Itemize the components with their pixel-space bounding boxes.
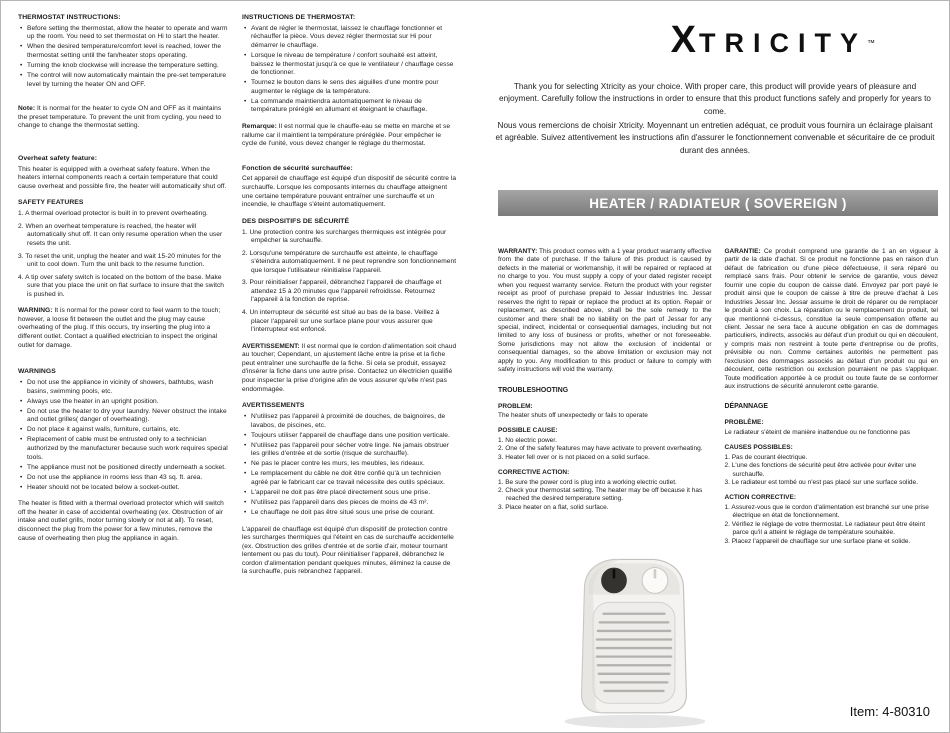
item-number: Item: 4-80310 — [849, 704, 930, 719]
logo-wordmark: TRICITY — [699, 28, 867, 58]
cause-item: 3. Le radiateur est tombé ou n'est pas placé sur une surface solide. — [724, 479, 918, 487]
warning-label-fr: AVERTISSEMENT: — [242, 342, 300, 350]
bullet-item: • Ne pas le placer contre les murs, les meubles, les rideaux. — [251, 460, 457, 469]
troubleshooting-title: TROUBLESHOOTING — [498, 386, 569, 394]
xtricity-logo — [671, 19, 875, 62]
bullet-item: • Le remplacement du câble ne doit être confié qu'à un technicien agréé par le fabricant car ce travail nécessite des outils spéciaux. — [251, 470, 457, 487]
warranty-column-french — [725, 248, 939, 546]
note-label: Note: — [18, 105, 36, 113]
thermal-protector-paragraph: The heater is fitted with a thermal overload protector which will switch off the heater in case of accidental overheating (ex. Obstruction of air intake and outlet grills, motor turning slowly or not at all). To reset, disconnect the plug from the power for a few minutes, remove the cause of overheating then plug the appliance in again. — [18, 500, 224, 542]
numbered-item: 1. A thermal overload protector is built in to prevent overheating. — [18, 210, 208, 218]
warning-text: It is normal for the power cord to feel warm to the touch; however, a loose fit between the outlet and the plug may cause overheating of the plug. If this occurs, try inserting the plug into a different outlet. Contact a qualified electrician to inspect the original outlet for damage. — [18, 307, 221, 349]
bullet-item: • The control will now automatically maintain the pre-set temperature level by turning the heater ON and OFF. — [27, 72, 229, 89]
bullet-item: • N'utilisez pas l'appareil pour sécher votre linge. Ne jamais obstruer les grilles d'entrée et de sortie (risque de surchauffe). — [251, 442, 457, 459]
right-panel — [489, 1, 941, 733]
warranty-paragraph — [498, 248, 712, 375]
note-text: It is normal for the heater to cycle ON and OFF as it maintains the preset temperature. To prevent the unit from cycling, you need to change to change the thermostat setting. — [18, 105, 222, 130]
safety-features-section-fr — [242, 218, 457, 394]
garantie-text: Ce produit comprend une garantie de 1 an en vigueur à partir de la date d'achat. Si ce produit ne fonctionne pas en raison d'un défaut de fabrication ou d'une pièce défectueuse, il sera réparé ou remplacé sans frais. Pour obtenir le service de garantie, vous devez fournir une copie du coupon de caisse daté. Envoyez par port payé le produit ainsi que le coupon de caisse à titre de preuve d'achat à Les Industries Jessar Inc. Jessar assume le droit de réparer ou de remplacer le produit à son choix. La réparation ou le remplacement du produit, tel que mentionné ci-dessus, constitue la seule compensation offerte au client. Jessar ne sera face à aucune obligation en cas de dommages particuliers, indirects, associés au défaut d'un produit ou qui en découlent, y compris mais non restreint à toute perte d'entreprise ou de profits, prévisible ou non. Comme certaines autorités ne permettent pas l'exclusion des dommages associés au défaut d'un produit ou qui en découlent, cette restriction ou exclusion pourraient ne pas s'appliquer. Toute modification apportée à ce produit ou toute faute de se conformer aux instructions de sécurité annuleront cette garantie. — [724, 248, 938, 390]
bullet-item: • Le chauffage ne doit pas être situé sous une prise de courant. — [251, 509, 457, 518]
bullet-item: • Do not use the heater to dry your laundry. Never obstruct the intake and outlet grilles( danger of overheating). — [27, 408, 229, 425]
probleme-text: Le radiateur s'éteint de manière inattendue ou ne fonctionne pas — [724, 428, 911, 436]
note-text-fr: Il est normal que le chauffe-eau se mette en marche et se rallume car il maintient la température préréglée. Pour empêcher le cycle de l'unité, vous devez changer le réglage du thermostat. — [242, 122, 451, 148]
depannage-title: DÉPANNAGE — [724, 403, 769, 411]
intro-paragraph-english: Thank you for selecting Xtricity as your choice. With proper care, this product will provide years of pleasure and enjoyment. Carefully follow the instructions in order to ensure that this product functions safely and properly for years to come. — [499, 82, 931, 116]
bullet-item: • La commande maintiendra automatiquement le niveau de température préréglé en allumant et éteignant le chauffage. — [251, 98, 457, 115]
cause-item: 2. L'une des fonctions de sécurité peut être activée pour éviter une surchauffe. — [724, 462, 917, 478]
causes-possibles-label: CAUSES POSSIBLES: — [724, 444, 793, 452]
warnings-section — [18, 368, 229, 543]
action-item: 3. Place heater on a flat, solid surface. — [498, 503, 609, 511]
numbered-item: 3. Pour réinitialiser l'appareil, débranchez l'appareil de chauffage et attendez 15 à 20 minutes que l'appareil refroidisse. Retournez l'appareil à la fonction de reprise. — [242, 279, 442, 304]
thermostat-instructions-title: THERMOSTAT INSTRUCTIONS: — [18, 14, 121, 21]
possible-cause-list — [498, 437, 712, 462]
bullet-item: • N'utilisez pas l'appareil à proximité de douches, de baignoires, de lavabos, de piscines, etc. — [251, 413, 457, 430]
warning-text-fr: Il est normal que le cordon d'alimentation soit chaud au toucher; Cependant, un ajustement lâche entre la prise et la fiche peut entraîner une surchauffe de la fiche. Si cela se produit, essayez d'insérer la fiche dans une autre prise. Contactez un électricien qualifié pour inspecter la prise d'origine afin de vous assurer qu'elle n'est pas endommagée. — [242, 342, 457, 393]
numbered-item: 2. Lorsqu'une température de surchauffe est atteinte, le chauffage s'éteindra automatiquement. Il ne peut reprendre son fonctionnement que lorsque l'utilisateur réinitialise l'appareil. — [242, 249, 457, 274]
thermal-protector-paragraph-fr: L'appareil de chauffage est équipé d'un dispositif de protection contre les surcharges thermiques qui l'éteint en cas de surchauffe accidentelle (ex. Obstruction des grilles d'entrée et de sortie d'air, moteur tournant lentement ou pas du tout). Pour réinitialiser l'appareil, débranchez le cordon d'alimentation pendant quelques minutes, éliminez la cause de la surchauffe, puis rebranchez l'appareil. — [242, 525, 454, 576]
warnings-title-fr: AVERTISSEMENTS — [242, 402, 305, 410]
logo-letter-x: X — [670, 19, 699, 61]
overheat-feature-section-fr — [242, 165, 457, 210]
numbered-item: 4. A tip over safety switch is located on the bottom of the base. Make sure that you place the unit on flat surface to insure that the switch is pushed in. — [18, 273, 225, 298]
warranty-label: WARRANTY: — [498, 248, 538, 255]
thermostat-instructions-section — [18, 14, 229, 131]
warranty-text: This product comes with a 1 year product warranty effective from the date of purchase. If the failure of this product is caused by defects in the material or workmanship, it will be repaired or replaced at no charge to you. You must supply a copy of your dated register receipt when you request warranty service. Return the product with your register receipt as proof of purchase prepaid to Jessar Industries Inc. Jessar reserves the right to repair or replace the product at its option. Repair or replacement, as described above, shall be the sole remedy to the customer and there shall be no liability on the part of Jessar for any special, indirect, incidental or consequential damages, including but not limited to any loss of business or profits, whether or not foreseeable. Some jurisdictions may not allow the exclusion of incidental or consequential damages, so the above limitation or exclusion may not apply to you. Any modification to this product or failure to comply with safety instructions will void the warranty. — [498, 248, 712, 374]
thermostat-instructions-title-fr: INSTRUCTIONS DE THERMOSTAT: — [242, 14, 356, 21]
bullet-item: • Do not use the appliance in rooms less than 43 sq. ft. area. — [27, 474, 229, 483]
bullet-item: • Avant de régler le thermostat, laissez le chauffage fonctionner et réchauffer la pièce. Vous devez régler thermostat sur Hi pour démarrer le chauffage. — [251, 25, 457, 51]
action-corrective-list — [725, 504, 939, 546]
action-corrective-label: ACTION CORRECTIVE: — [724, 494, 796, 502]
garantie-paragraph — [725, 248, 939, 391]
note-paragraph-fr — [242, 123, 457, 149]
safety-features-title: SAFETY FEATURES — [18, 199, 84, 207]
warnings-title: WARNINGS — [18, 368, 56, 376]
note-label-fr: Remarque: — [242, 122, 277, 130]
action-item: 2. Check your thermostat setting. The heater may be off because it has reached the desired temperature setting. — [498, 487, 703, 503]
bullet-item: • When the desired temperature/comfort level is reached, lower the thermostat setting until the fan/heater stops operating. — [27, 43, 229, 60]
overheat-feature-title-fr: Fonction de sécurité surchauffée: — [242, 164, 353, 172]
safety-features-list — [18, 210, 229, 299]
bullet-item: • Do not place it against walls, furniture, curtains, etc. — [27, 426, 229, 435]
action-item: 3. Placez l'appareil de chauffage sur une surface plane et solide. — [724, 537, 911, 545]
bullet-item: • Tournez le bouton dans le sens des aiguilles d'une montre pour augmenter le réglage de la température. — [251, 79, 457, 96]
overheat-feature-section — [18, 155, 229, 192]
safety-features-title-fr: DES DISPOSITIFS DE SÉCURITÉ — [242, 217, 350, 225]
warnings-bullet-list-fr — [242, 413, 457, 518]
safety-features-section — [18, 199, 229, 350]
thermostat-instructions-section-fr — [242, 14, 457, 149]
overheat-feature-text-fr: Cet appareil de chauffage est équipé d'un dispositif de sécurité contre la surchauffe. Lorsque les composants internes du chauffage atteignent une certaine température pouvant entraîner une surchauffe et un incendie, le chauffage s'éteint automatiquement. — [242, 175, 457, 209]
bullet-item: • Replacement of cable must be entrusted only to a technician authorized by the manufacturer because such work requires special tools. — [27, 436, 229, 462]
fan-heater-product-image — [551, 549, 717, 730]
english-instructions-column — [18, 14, 229, 543]
problem-text: The heater shuts off unexpectedly or fails to operate — [498, 411, 648, 419]
garantie-label: GARANTIE: — [724, 248, 761, 255]
warning-paragraph — [18, 307, 229, 350]
trademark-icon: ™ — [867, 38, 875, 48]
cause-item: 1. No electric power. — [498, 436, 557, 444]
corrective-action-list — [498, 479, 712, 513]
bullet-item: • The appliance must not be positioned directly underneath a socket. — [27, 464, 229, 473]
safety-features-list-fr — [242, 229, 457, 335]
thermostat-bullet-list-fr — [242, 25, 457, 115]
bullet-item: • Always use the heater in an upright position. — [27, 398, 229, 407]
warning-label: WARNING: — [18, 307, 53, 315]
bullet-item: • Heater should not be located below a socket-outlet. — [27, 484, 229, 493]
bullet-item: • Turning the knob clockwise will increase the temperature setting. — [27, 62, 229, 71]
action-item: 1. Be sure the power cord is plug into a working electric outlet. — [498, 478, 677, 486]
bullet-item: • Toujours utiliser l'appareil de chauffage dans une position verticale. — [251, 432, 457, 441]
action-item: 2. Vérifiez le réglage de votre thermostat. Le radiateur peut être éteint parce qu'il a atteint le réglage de température souhaitée. — [724, 520, 926, 537]
warranty-column-english — [498, 248, 712, 546]
bullet-item: • L'appareil ne doit pas être placé directement sous une prise. — [251, 489, 457, 498]
product-title-banner: HEATER / RADIATEUR ( SOVEREIGN ) — [498, 190, 938, 216]
possible-cause-label: POSSIBLE CAUSE: — [498, 427, 558, 435]
action-item: 1. Assurez-vous que le cordon d'alimentation est branché sur une prise électrique en état de fonctionnement. — [724, 503, 929, 520]
overheat-feature-text: This heater is equipped with a overheat safety feature. When the heaters internal components reach a certain temperature that could cause overheat and possible fire, the heater will automatically shut off. — [18, 165, 227, 190]
bullet-item: • Do not use the appliance in vicinity of showers, bathtubs, wash basins, swimming pools, etc. — [27, 379, 229, 396]
numbered-item: 3. To reset the unit, unplug the heater and wait 15-20 minutes for the unit to cool down. Turn the unit back to the resume function. — [18, 252, 222, 269]
corrective-action-label: CORRECTIVE ACTION: — [498, 469, 570, 477]
bullet-item: • N'utilisez pas l'appareil dans des pieces de moins de 43 m². — [251, 499, 457, 508]
warnings-bullet-list — [18, 379, 229, 492]
warnings-section-fr — [242, 402, 457, 577]
probleme-label: PROBLÈME: — [724, 419, 764, 427]
cause-item: 1. Pas de courant électrique. — [724, 453, 808, 461]
intro-paragraph-french: Nous vous remercions de choisir Xtricity. Moyennant un entretien adéquat, ce produit vous fournira un éclairage plaisant et agréable. Suivez attentivement les instructions afin d'assurer le fonctionnement convenable et sécuritaire de ce produit durant des années. — [495, 121, 935, 155]
bullet-item: • Before setting the thermostat, allow the heater to operate and warm up the room. You need to set thermostat on Hi to start the heater. — [27, 25, 229, 42]
cause-item: 2. One of the safety features may have activate to prevent overheating. — [498, 445, 703, 453]
note-paragraph — [18, 105, 229, 131]
numbered-item: 2. When an overheat temperature is reached, the heater will automatically shut off. It can only resume operation when the user resets the unit. — [18, 222, 223, 247]
causes-possibles-list — [725, 454, 939, 488]
french-instructions-column — [242, 14, 457, 577]
warning-paragraph-fr — [242, 343, 457, 394]
warranty-troubleshooting-grid — [498, 248, 938, 546]
cause-item: 3. Heater fell over or is not placed on a solid surface. — [498, 453, 650, 461]
numbered-item: 1. Une protection contre les surcharges thermiques est intégrée pour empêcher la surchauffe. — [242, 228, 447, 245]
overheat-feature-title: Overheat safety feature: — [18, 154, 98, 162]
problem-label: PROBLEM: — [498, 402, 533, 410]
bullet-item: • Lorsque le niveau de température / confort souhaité est atteint, baissez le thermostat jusqu'à ce que le ventilateur / chauffage cesse de fonctionner. — [251, 52, 457, 78]
numbered-item: 4. Un interrupteur de sécurité est situé au bas de la base. Veillez à placer l'appareil sur une surface plane pour vous assurer que l'interrupteur est enfoncé. — [242, 309, 440, 334]
thermostat-bullet-list — [18, 25, 229, 89]
